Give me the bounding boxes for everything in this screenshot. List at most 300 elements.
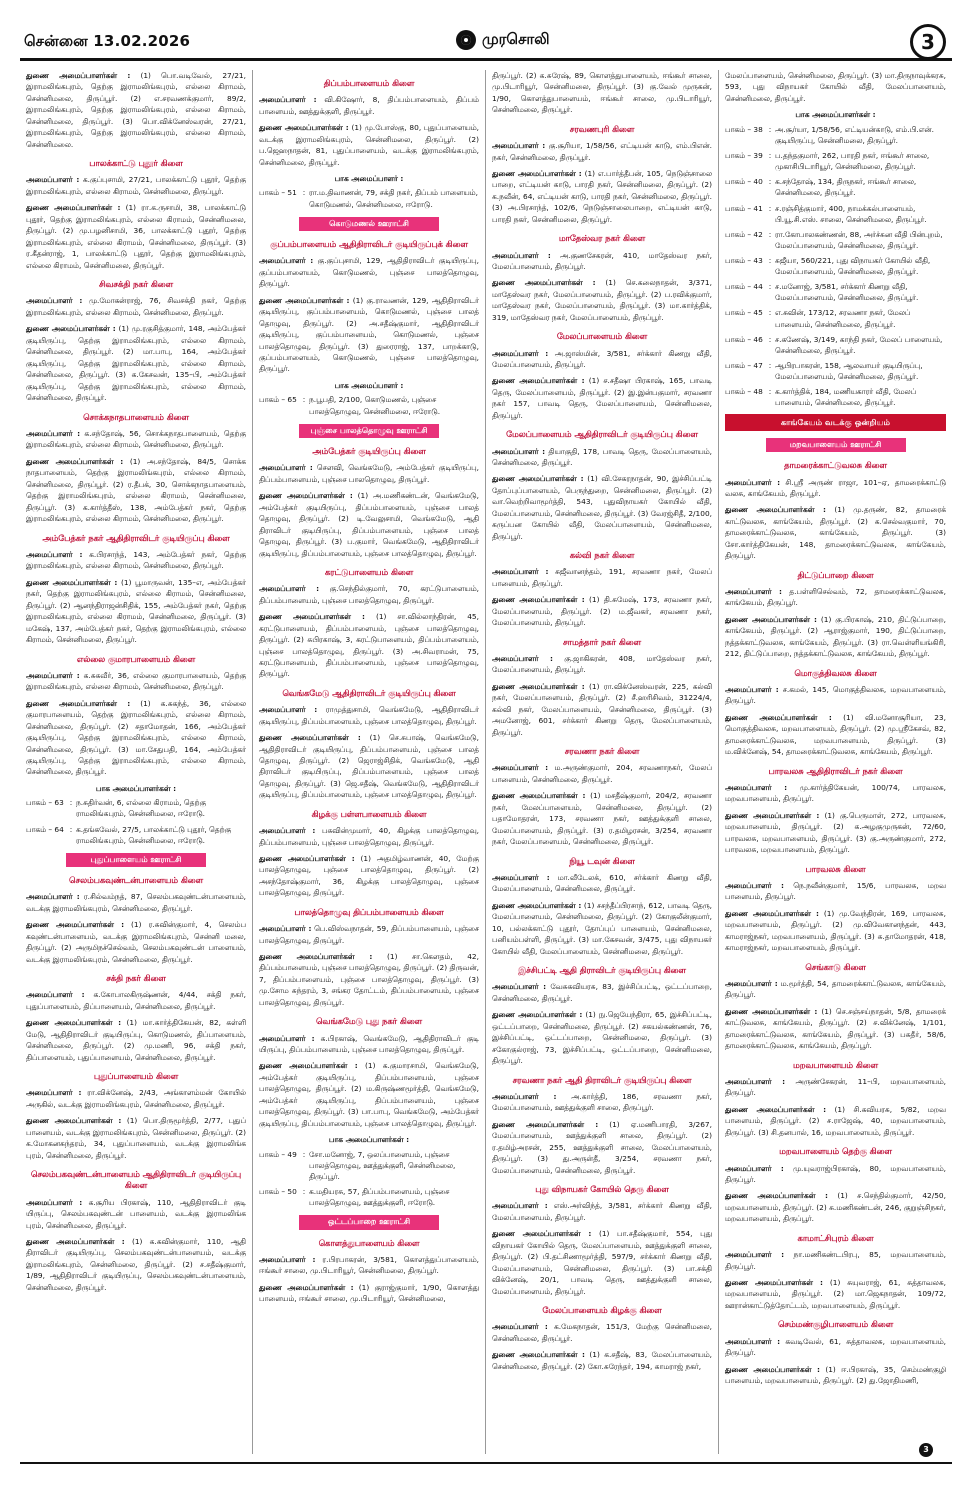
- branch-heading: எல்லை குமாரபாளையம் கிளை: [76, 653, 196, 664]
- member-entry: [725, 1076, 946, 1099]
- member-details: க.குப்புசாமி, 27/21, பாலக்காட்டு புதூர், தெற்கு இராமலிங்கபுரம், எல்லை கிராமம், சென்னிமலை, திருப்பூர்.: [26, 175, 246, 196]
- booth-colon: :: [768, 334, 772, 344]
- role-label: அமைப்பாளர் :: [259, 463, 313, 473]
- member-details: தியாகுதி, 178, பாவடி தெரு, மேலப்பாளையம், சென்னிமலை, திருப்பூர்.: [492, 446, 712, 467]
- booth-colon: :: [768, 255, 772, 265]
- booth-details: சுஜீயா, 560/221, புது விநாயகர் கோயில் வீதி, மேலப்பாளையம், சென்னிமலை, திருப்பூர்.: [775, 255, 931, 277]
- role-label: அமைப்பாளர் :: [492, 1322, 548, 1332]
- member-details: (1) அதமிழ்வாணன், 40, மேற்கு பாலத்தொழுவு, புஞ்சை பாலத்தொழுவு, திருப்பூர். (2) அசந்தோஷ்குமார், 36, கிழக்கு பாலத்தொழுவு, புஞ்சை பாலத்தொழுவு, திருப்பூர்.: [259, 853, 479, 898]
- member-entry: [492, 872, 712, 895]
- member-entry: [492, 762, 712, 785]
- member-details: வி.கிஷோர், 8, திப்பம்பாளையம், திப்பம் பாளையம், ஊத்துக்குளி, திருப்பூர்.: [259, 95, 479, 116]
- member-details: (1) பா.சதீஷ்குமார், 554, புது விநாயகர் கோயில் தெரு, மேலப்பாளையம், ஊத்துக்குளி சாலை, திருப்பூர். (2) பி.தட்சிணாமூர்த்தி, 597/9, சர்க்கார் கிணறு வீதி, மேலப்பாளையம், சென்னிமலை, திருப்பூர். (3) பா.சக்தி விக்னேஷ், 20/1, பாவடி தெரு, ஊத்துக்குளி சாலை, மேலப்பாளையம், திருப்பூர்.: [492, 1229, 712, 1296]
- branch-heading: புது விநாயகர் கோயில் தெரு கிளை: [535, 1184, 669, 1195]
- role-label: அமைப்பாளர் :: [26, 175, 80, 185]
- member-details: (1) கு.ராவணன், 129, ஆதிதிராவிடர் குடியிருப்பு, குப்பம்பாளையம், கொடுமணல், புஞ்சை பாலத் தொழுவு, திருப்பூர். (2) அ.சதீஷ்குமார், ஆதிதிராவிடர் குடியிருப்பு, குப்பம்பாளையம், கொடுமணல், புஞ்சை பாலத்தொழுவு, திருப்பூர். (3) துரைராஜ், 137, பாறக்காடு, குப்பம்பாளையம், கொடுமணல், புஞ்சை பாலத்தொழுவு, திருப்பூர்.: [259, 295, 479, 374]
- booth-label: பாகம் – 65: [259, 395, 297, 405]
- member-entry: [725, 712, 946, 758]
- booth-details: ந.சுதிர்வன், 6, எல்லை கிராமம், தெற்கு ராமலிங்கபுரம், சென்னிமலை, ஈரோடு.: [76, 798, 206, 819]
- member-entry: [725, 1163, 946, 1186]
- role-label: அமைப்பாளர் :: [259, 924, 312, 934]
- member-entry: [26, 549, 246, 572]
- booth-details: ச.கணேஷ், 3/149, காந்தி நகர், மேலப் பாளையம், சென்னிமலை, திருப்பூர்.: [775, 334, 943, 355]
- booth-colon: :: [302, 395, 306, 405]
- booth-colon: :: [302, 1149, 306, 1159]
- booth-colon: :: [302, 1187, 306, 1197]
- role-label: துணை அமைப்பாளர்கள் :: [725, 908, 819, 918]
- member-entry: [492, 446, 712, 469]
- member-details: பெ.விஸ்வநாதன், 59, திப்பம்பாளையம், புஞ்சை பாலத்தொழுவு, திருப்பூர்.: [259, 924, 479, 945]
- column-4: [719, 70, 952, 1454]
- masthead: [20, 12, 952, 58]
- branch-heading: செலம்பகவுண்டன்பாளையம் ஆதிதிராவிடர் குடியிருப்பு கிளை: [30, 1169, 242, 1191]
- booth-colon: :: [768, 177, 772, 187]
- role-label: துணை அமைப்பாளர்கள் :: [26, 698, 131, 708]
- member-entry: [725, 1364, 946, 1387]
- branch-heading: செலம்பகவுண்டன்பாளையம் கிளை: [69, 875, 203, 886]
- role-label: அமைப்பாளர் :: [26, 296, 83, 306]
- member-details: திருப்பூர். (2) க.சுரேஷ், 89, கொளத்துபாளையம், ஈங்கூர் சாலை, மு.பிடாரியூர், சென்னிமலை, திருப்பூர். (3) கு.வேல் முருகன், 1/90, கொளத்துபாளையம், ஈங்கூர் சாலை, மு.பிடாரியூர், சென்னிமலை, திருப்பூர்.: [492, 71, 712, 115]
- role-label: அமைப்பாளர் :: [492, 1091, 557, 1101]
- role-label: அமைப்பாளர் :: [725, 978, 778, 988]
- member-details: (1) மு.ரகுசித்குமார், 148, அம்பேத்கர் குடியிருப்பு, தெற்கு இராமலிங்கபுரம், எல்லை கிராமம், சென்னிமலை, திருப்பூர். (2) மா.பாபு, 164, அம்பேத்கர் குடியிருப்பு, தெற்கு இராமலிங்கபுரம், எல்லை கிராமம், சென்னிமலை, திருப்பூர். (3) க.கேசவன், 135–பி, அம்பேத்கர் குடியிருப்பு, தெற்கு இராமலிங்கபுரம், எல்லை கிராமம், சென்னிமலை, திருப்பூர்.: [26, 324, 246, 403]
- member-details: (1) செ.கலைநாதன், 3/371, மாதேஸ்வர நகர், மேலப்பாளையம், திருப்பூர். (2) ப.ரவிக்குமார், மாதேஸ்வர நகர், மேலப்பாளையம், திருப்பூர். (3) மா.கார்த்திக், 319, மாதேஸ்வர நகர், மேலப்பாளையம், திருப்பூர்.: [492, 278, 712, 322]
- member-entry: [26, 456, 246, 525]
- role-label: துணை அமைப்பாளர்கள் :: [725, 1104, 827, 1114]
- member-entry: [26, 323, 246, 403]
- branch-heading: திட்டுப்பாறை கிளை: [797, 569, 874, 580]
- branch-heading: மறவபாளையம் கிளை: [793, 1059, 878, 1070]
- booth-label: பாகம் – 50: [259, 1187, 297, 1197]
- member-details: (1) தி.சுமேஷ், 173, சரவணா நகர், மேலப்பாளையம், திருப்பூர். (2) ம.ஜீவகர், சரவணா நகர், மேலப்பாளையம், திருப்பூர்.: [492, 595, 712, 628]
- booth-row: [725, 150, 946, 172]
- member-details: கு.குப்புசாமி, 129, ஆதிதிராவிடர் குடியிருப்பு, குப்பம்பாளையம், கொடுமணல், புஞ்சை பாலத்தொழுவு, திருப்பூர்.: [259, 256, 479, 289]
- role-label: அமைப்பாளர் :: [492, 446, 546, 456]
- booth-label: பாகம் – 41: [725, 203, 763, 213]
- member-details: சி.ஸ்ரீ அருண் ராஜா, 101–ஏ, தாமரைக்காட்டு வலசு, காங்கேயம், திருப்பூர்.: [725, 477, 946, 498]
- member-details: பசுவின்முமார், 40, கிழக்கு பாலத்தொழுவு, திப்பம்பாளையம், புஞ்சை பாலத்தொழுவு, திருப்பூர்.: [259, 826, 479, 847]
- role-label: அமைப்பாளர் :: [492, 654, 554, 663]
- member-details: (1) நு.ஜெயேந்திரா, 65, இச்சிப்பட்டி, ஒட்டப்பாறை, சென்னிமலை, திருப்பூர். (2) சகயல்கண்ணன், 76, இச்சிப்பட்டி, ஒட்டப்பாறை, சென்னிமலை, திருப்பூர். (3) சகோகுல்ராஜ், 73, இச்சிப்பட்டி, ஒட்டப்பாறை, சென்னிமலை, திருப்பூர்.: [492, 1010, 712, 1066]
- member-entry: [259, 853, 479, 899]
- member-entry: [26, 1115, 246, 1161]
- member-entry: [492, 1228, 712, 1297]
- article-columns: [20, 70, 952, 1454]
- member-details: க.பிரசாந்த், 143, அம்பேத்கர் நகர், தெற்கு இராமலிங்கபுரம், எல்லை கிராமம், சென்னிமலை, திருப்பூர்.: [26, 549, 246, 571]
- role-label: அமைப்பாளர் :: [492, 982, 547, 992]
- branch-heading: காமாட்சிபுரம் கிளை: [797, 1232, 874, 1243]
- member-details: (1) பூமாருவன், 135–எ, அம்பேத்கர் நகர், தெற்கு இராமலிங்கபுரம், எல்லை கிராமம், சென்னிமலை, திருப்பூர். (2) ஆனந்திராஜன்சிதிக், 155, அம்பேத்கர் நகர், தெற்கு இராமலிங்கபுரம், எல்லை கிராமம், சென்னிமலை, திருப்பூர். (3) மகேஷ், 137, அம்பேத்கர் நகர், தெற்கு இராமலிங்கபுரம், எல்லை கிராமம், சென்னிமலை, திருப்பூர்.: [26, 577, 246, 645]
- member-details: (1) சசந்தீப்பிரசாந், 612, பாவடி தெரு, மேலப்பாளையம், சென்னிமலை, திருப்பூர். (2) கோகுலீன்குமார், 10, பல்லக்காட்டு புதூர், தோப்புப் பாளையம், சென்னிமலை, பனியம்பள்ளி, திருப்பூர். (3) மா.கேசவன், 3/475, புது விநாயகர் கோயில் வீதி, மேலப்பாளையம், சென்னிமலை, திருப்பூர்.: [492, 900, 712, 956]
- member-entry: [725, 477, 946, 500]
- panchayat-banner: ஒட்டப்பாறை ஊராட்சி: [299, 1215, 439, 1229]
- member-entry: [492, 140, 712, 163]
- role-label: அமைப்பாளர் :: [725, 1336, 781, 1346]
- booth-label: பாகம் – 63: [26, 798, 64, 808]
- member-entry: [259, 1033, 479, 1056]
- member-details: கு.சூரியா, 1/58/56, எட்டியன் காடு, எம்.பிஎன். நகர், சென்னிமலை, திருப்பூர்.: [492, 141, 712, 162]
- member-entry: [492, 566, 712, 589]
- role-label: துணை அமைப்பாளர்கள் :: [725, 1006, 818, 1016]
- member-details: (1) மசதீஷ்குமார், 204/2, சரவணா நகர், மேலப்பாளையம், சென்னிமலை, திருப்பூர். (2) பதாமோதரன், 173, சரவணா நகர், ஊத்துக்குளி சாலை, மேலப்பாளையம், திருப்பூர். (3) ர.தமிழரசன், 3/254, சரவணா நகர், மேலப்பாளையம், சென்னிமலை, திருப்பூர்.: [492, 791, 712, 847]
- member-details: (1) செ.சஞ்சய்நாதன், 5/8, தாமரைக் காட்டுவலசு, காங்கேயம், திருப்பூர். (2) ச.விக்னேஷ், 1/101, தாமரைக்காட்டுவலசு, காங்கேயம், திருப்பூர். (3) பசுதீர், 58/6, தாமரைக்காட்டுவலசு, காங்கேயம், திருப்பூர்.: [725, 1006, 946, 1051]
- role-label: அமைப்பாளர் :: [259, 256, 314, 266]
- role-label: அமைப்பாளர் :: [259, 1033, 315, 1043]
- branch-heading: அம்பேத்கர் குடியிருப்பு கிளை: [312, 446, 426, 457]
- booth-colon: :: [768, 282, 772, 292]
- branch-heading: மேலப்பாளையம் கிழக்கு கிளை: [542, 1305, 662, 1316]
- member-entry: [492, 277, 712, 323]
- member-details: (1) அ.சந்தோஷ், 84/5, சொக்க நாதபாளையம், தெற்கு இராமலிங்கபுரம், எல்லை கிராமம், சென்னிமலை, திருப்பூர். (2) ர.தீபக், 30, சொக்கநாதபாளையம், தெற்கு இராமலிங்கபுரம், எல்லை கிராமம், சென்னிமலை, திருப்பூர். (3) க.கார்த்தீஸ், 138, அம்பேத்கர் நகர், தெற்கு இராமலிங்கபுரம், எல்லை கிராமம், சென்னிமலை, திருப்பூர்.: [26, 456, 246, 524]
- booth-details: சோ.மனோஜ், 7, ஒலப்பாளையம், புஞ்சை பாலத்தொழுவு, ஊத்துக்குளி, சென்னிமலை, திருப்பூர்.: [309, 1149, 456, 1181]
- member-details: (1) ஈ.பிரகாஷ், 35, செம்மண்குழி பாளையம், மறவபாளையம், திருப்பூர். (2) து.ஜோதிமணி,: [725, 1364, 946, 1385]
- member-entry: [725, 1104, 946, 1138]
- role-label: துணை அமைப்பாளர்கள் :: [259, 951, 373, 961]
- member-entry: [259, 611, 479, 680]
- member-details: (1) அ.மணிகண்டன், வெங்கமேடு, அம்பேத்கர் குடியிருப்பு, திப்பம்பாளையம், புஞ்சை பாலத் தொழுவு, திருப்பூர். (2) டி.வேலுசாமி, வெங்கமேடு, ஆதி திராவிடர் குடியிருப்பு, திப்பம்பாளையம், புஞ்சை பாலத் தொழுவு, திருப்பூர். (3) ப.குமார், வெங்கமேடு, ஆதிதிராவிடர் குடியிருப்பு, திப்பம்பாளையம், புஞ்சை பாலத்தொழுவு, திருப்பூர்.: [259, 491, 479, 558]
- booth-row: [725, 124, 946, 146]
- branch-heading: சிவசக்தி நகர் கிளை: [98, 279, 173, 290]
- member-entry: [492, 375, 712, 421]
- role-label: துணை அமைப்பாளர்கள் :: [26, 1116, 122, 1126]
- role-label: அமைப்பாளர் :: [492, 1201, 548, 1211]
- member-entry: [26, 1017, 246, 1063]
- booth-row: [259, 187, 479, 209]
- role-label: துணை அமைப்பாளர்கள் :: [492, 1350, 585, 1360]
- member-details: (1) ர.சுவின்குமார், 4, செலம்ப கவுண்டன்பாளையம், வடக்கு இராமலிங்கபுரம், சென்னி மலை, திருப்பூர். (2) அருமிநச்செல்வம், செலம்பகவுண்டன் பாளையம், வடக்கு இராமலிங்கபுரம், சென்னிமலை, திருப்பூர்.: [26, 920, 246, 964]
- role-label: அமைப்பாளர் :: [26, 1197, 83, 1207]
- member-entry: [725, 880, 946, 903]
- member-entry: [725, 70, 946, 104]
- role-label: துணை அமைப்பாளர்கள் :: [492, 681, 585, 691]
- role-label: அமைப்பாளர் :: [492, 250, 551, 260]
- branch-heading: வெங்கமேடு ஆதிதிராவிடர் குடியிருப்பு கிளை: [282, 687, 456, 698]
- union-banner: காங்கேயம் வடக்கு ஒன்றியம்: [725, 414, 946, 431]
- member-entry: [492, 681, 712, 738]
- member-details: (1) மு.தருண், 82, தாமரைக் காட்டுவலசு, காங்கேயம், திருப்பூர். (2) க.செல்வகுமார், 70, தாமரைக்காட்டுவலசு, காங்கேயம், திருப்பூர். (3) சோ.கார்த்திகேயன், 148, தாமரைக்காட்டுவலசு, காங்கேயம், திருப்பூர்.: [725, 505, 946, 561]
- member-entry: [259, 923, 479, 946]
- member-details: (1) ரா.விக்னேஸ்வரன், 225, கல்வி நகர், மேலப்பாளையம், திருப்பூர். (2) சீ.ஹரிசிவம், 31224/4, கல்வி நகர், மேலப்பாளையம், சென்னிமலை, திருப்பூர். (3) அமனோஜ், 601, சர்க்கார் கிணறு தெரு, மேலப்பாளையம், திருப்பூர்.: [492, 681, 713, 737]
- branch-heading: நியூ டவுன் கிளை: [569, 855, 635, 866]
- member-details: கவடிவேல், 61, சுத்தாவலசு, மறவபாளையம், திருப்பூர்.: [725, 1336, 947, 1358]
- member-details: (1) க.கவின்குமார், 110, ஆதி திராவிடர் குடியிருப்பு, செலம்பகவுண்டன்பாளையம், வடக்கு இராமலிங்கபுரம், சென்னிமலை, திருப்பூர். (2) ச.சதீஷ்குமார், 1/89, ஆதிதிராவிடர் குடியிருப்பு, செலம்பகவுண்டன்பாளையம், சென்னிமலை, திருப்பூர்.: [26, 1236, 246, 1292]
- member-entry: [492, 1321, 712, 1344]
- role-label: துணை அமைப்பாளர்கள் :: [259, 853, 355, 863]
- newspaper-brand: [456, 30, 550, 50]
- branch-heading: தாமரைக்காட்டுவலசு கிளை: [784, 460, 887, 471]
- member-entry: [492, 1349, 712, 1372]
- role-label: அமைப்பாளர் :: [26, 990, 85, 1000]
- booth-label: பாகம் – 51: [259, 188, 297, 198]
- member-details: (1) குராஜ்குமார், 1/90, கொளத்து பாளையம், ஈங்கூர் சாலை, மு.பிடாரியூர், சென்னிமலை,: [259, 1282, 479, 1304]
- member-entry: [259, 1282, 479, 1305]
- member-details: க.சுகவீர், 36, எல்லை குமாரபாளையம், தெற்கு இராமலிங்கபுரம், எல்லை கிராமம், சென்னிமலை, திருப்பூர்.: [26, 670, 246, 692]
- member-details: (1) கு.பிரகாஷ், 210, திட்டுப்பாறை, காங்கேயம், திருப்பூர். (2) ஆராஜ்குமார், 190, திட்டுப்பாறை, நத்தக்காட்டுவலசு, காங்கேயம், திருப்பூர். (3) ரா.வெள்ளியங்கிரி, 212, திட்டுப்பாறை, நத்தக்காட்டுவலசு, காங்கேயம், திருப்பூர்.: [725, 614, 946, 659]
- booth-row: [26, 824, 246, 846]
- member-details: (1) ச.சதீஷா பிரகாஷ், 165, பாவடி தெரு, மேலப்பாளையம், திருப்பூர். (2) இ.இன்பகுமார், சரவணா நகர் 157, பாவடி தெரு, மேலப்பாளையம், சென்னிமலை, திருப்பூர்.: [492, 376, 713, 420]
- booth-details: க.கார்த்திக், 184, மணியகாரர் வீதி, மேலப் பாளையம், சென்னிமலை, திருப்பூர்.: [775, 387, 917, 408]
- booth-row: [725, 281, 946, 303]
- member-entry: [26, 891, 246, 914]
- role-label: அமைப்பாளர் :: [259, 584, 320, 594]
- corner-page-number: 3: [919, 1443, 933, 1457]
- role-label: துணை அமைப்பாளர்கள் :: [725, 614, 817, 624]
- role-label: துணை அமைப்பாளர்கள் :: [725, 505, 826, 515]
- branch-heading: கொளத்துபாளையம் கிளை: [318, 1237, 420, 1248]
- member-entry: [26, 174, 246, 197]
- member-details: க.பிரகாஷ், வெங்கமேடு, ஆதிதிராவிடர் குடி யிருப்பு, திப்பம்பாளையம், புஞ்சை பாலத்தொழுவு, திருப்பூர்.: [259, 1033, 479, 1054]
- booth-row: [725, 307, 946, 329]
- branch-heading: திப்பம்பாளையம் கிளை: [323, 78, 415, 88]
- role-label: துணை அமைப்பாளர்கள் :: [492, 900, 582, 910]
- member-entry: [725, 1190, 946, 1224]
- issue-date: சென்னை 13.02.2026: [24, 32, 191, 50]
- section-subheading: பாக அமைப்பாளர்கள் :: [95, 783, 177, 793]
- branch-heading: சொக்கநாதபாளையம் கிளை: [83, 411, 189, 422]
- member-details: க.சூரிய பிரகாஷ், 110, ஆதிதிராவிடர் குடி யிருப்பு, செலம்பகவுண்டன் பாளையம், வடக்கு இராமலிங்க புரம், சென்னிமலை, திருப்பூர்.: [26, 1197, 247, 1230]
- section-subheading: பாக அமைப்பாளர்கள் :: [795, 110, 876, 120]
- member-details: (1) க.சுகந்த், 36, எல்லை குமாரபாளையம், தெற்கு இராமலிங்கபுரம், எல்லை கிராமம், சென்னிமலை, திருப்பூர். (2) சதாமோதன், 166, அம்பேத்கர் குடியிருப்பு, தெற்கு இராமலிங்கபுரம், எல்லை கிராமம், சென்னிமலை, திருப்பூர். (3) மா.சேதுபதி, 164, அம்பேத்கர் குடியிருப்பு, தெற்கு இராமலிங்கபுரம், எல்லை கிராமம், சென்னிமலை, திருப்பூர்.: [26, 698, 246, 777]
- member-entry: [725, 614, 946, 660]
- booth-row: [725, 176, 946, 198]
- member-entry: [26, 70, 246, 150]
- role-label: துணை அமைப்பாளர்கள் :: [492, 278, 596, 288]
- booth-row: [725, 386, 946, 408]
- member-entry: [725, 908, 946, 954]
- branch-heading: பாரவலசு கிளை: [805, 863, 866, 874]
- panchayat-banner: மறவபாளையம் ஊராட்சி: [766, 438, 906, 452]
- booth-colon: :: [768, 124, 772, 134]
- member-details: அ.ஜாஸ்மின், 3/581, சர்க்கார் கிணறு வீதி, மேலப்பாளையம், திருப்பூர்.: [492, 348, 712, 369]
- member-details: வேசுகவியரசு, 83, இச்சிப்பட்டி, ஒட்டப்பாறை, சென்னிமலை, திருப்பூர்.: [492, 982, 712, 1003]
- member-details: கு.செந்தில்குமார், 70, கரட்டுபாளையம், திப்பம்பாளையம், புஞ்சை பாலத்தொழுவு, திருப்பூர்.: [259, 584, 480, 605]
- role-label: துணை அமைப்பாளர்கள் :: [26, 324, 116, 334]
- member-details: (1) பொ.திருமூர்த்தி, 2/77, புதுப் பாளையம், வடக்கு இராமலிங்கபுரம், சென்னிமலை, திருப்பூர். (2) க.மோகனசுந்தரம், 34, புதுப்பாளையம், வடக்கு இராமலிங்க புரம், சென்னிமலை, திருப்பூர்.: [26, 1116, 246, 1160]
- role-label: அமைப்பாளர் :: [259, 826, 316, 836]
- booth-details: ரா.கோபாலகண்ணன், 88, அர்ச்சுன வீதி பின்புறம், மேலப்பாளையம், சென்னிமலை, திருப்பூர்.: [775, 229, 943, 250]
- role-label: அமைப்பாளர் :: [725, 684, 779, 694]
- role-label: துணை அமைப்பாளர்கள் :: [725, 712, 832, 722]
- branch-heading: செங்காடு கிளை: [805, 961, 866, 972]
- branch-heading: மாதேஸ்வர நகர் கிளை: [558, 233, 646, 244]
- booth-colon: :: [768, 151, 772, 161]
- booth-colon: :: [768, 387, 772, 397]
- member-entry: [26, 670, 246, 693]
- role-label: அமைப்பாளர் :: [492, 763, 549, 773]
- role-label: துணை அமைப்பாளர்கள் :: [26, 456, 124, 466]
- member-details: (1) எ.பார்த்தீபன், 105, நெடுஞ்சாலை பாறை, எட்டியன் காடு, பாரதி நகர், சென்னிமலை, திருப்பூர். (2) க.நவீன், 64, எட்டியன் காடு, பாரதி நகர், சென்னிமலை, திருப்பூர். (3) அ.பிரசாந்த், 102/6, நெடுஞ்சாலைபாறை, எட்டியன் காடு, பாரதி நகர், சென்னிமலை, திருப்பூர்.: [492, 169, 712, 224]
- role-label: அமைப்பாளர் :: [26, 549, 83, 559]
- role-label: துணை அமைப்பாளர்கள் :: [26, 1236, 125, 1246]
- booth-label: பாகம் – 45: [725, 308, 763, 318]
- booth-details: க.மதியரசு, 57, திப்பம்பாளையம், புஞ்சை பாலத்தொழுவு, ஊத்துக்குளி, ஈரோடு.: [309, 1187, 450, 1208]
- member-details: மேலப்பாளையம், சென்னிமலை, திருப்பூர். (3) மா.திருநாவுக்கரசு, 593, புது விநாயகர் கோயில் வீதி, மேலப்பாளையம், சென்னிமலை, திருப்பூர்.: [725, 71, 946, 103]
- member-entry: [725, 684, 946, 707]
- member-details: க.கோபாலகிருஷ்ணன், 4/44, சக்தி நகர், புதுப்பாளையம், திப்பாளையம், சென்னிமலை, திருப்பூர்.: [26, 990, 246, 1011]
- member-entry: [725, 1249, 946, 1272]
- role-label: அமைப்பாளர் :: [725, 1076, 786, 1086]
- member-entry: [259, 583, 479, 606]
- booth-details: ச.ரஞ்சித்குமார், 400, நாமக்கல்பாளையம், பி.யூ.சி.எஸ். சாலை, சென்னிமலை, திருப்பூர்.: [775, 203, 927, 224]
- member-details: அருண்சேகரன், 11–பி, மறவபாளையம், திருப்பூர்.: [725, 1076, 946, 1098]
- booth-details: ச.மனோஜ், 3/581, சர்க்கார் கிணறு வீதி, மேலப்பாளையம், சென்னிமலை, திருப்பூர்.: [775, 282, 919, 303]
- role-label: அமைப்பாளர் :: [492, 567, 549, 577]
- branch-heading: மொகுத்திவலசு கிளை: [794, 667, 877, 678]
- booth-label: பாகம் – 44: [725, 282, 763, 292]
- member-entry: [259, 1060, 479, 1129]
- booth-details: ந.பூபதி, 2/100, கொடுமணல், புஞ்சை பாலத்தொழுவு, சென்னிமலை, ஈரோடு.: [309, 395, 441, 416]
- role-label: அமைப்பாளர் :: [725, 586, 782, 596]
- role-label: துணை அமைப்பாளர்கள் :: [26, 203, 121, 213]
- member-entry: [725, 1006, 946, 1052]
- branch-heading: குப்பம்பாளையம் ஆதிதிராவிடர் குடியிருப்புக் கிளை: [270, 239, 468, 250]
- member-details: அ.குணசேகரன், 410, மாதேஸ்வர நகர், மேலப்பாளையம், திருப்பூர்.: [492, 250, 712, 271]
- column-1: [20, 70, 253, 1454]
- role-label: துணை அமைப்பாளர்கள் :: [259, 1282, 354, 1292]
- branch-heading: பாலத்தொழுவு திப்பம்பாளையம் கிளை: [294, 906, 444, 917]
- booth-label: பாகம் – 38: [725, 124, 763, 134]
- branch-heading: சக்தி நகர் கிளை: [106, 973, 166, 984]
- member-details: (1) மா.கார்த்திகேயன், 82, கள்ளி மேடு, ஆதிதிராவிடர் குடியிருப்பு, கொடுமணல், திப்பாளையம், சென்னிமலை, திருப்பூர். (2) மு.மணி, 96, சக்தி நகர், திப்பாளையம், புதுப்பாளையம், சென்னிமலை, திருப்பூர்.: [26, 1018, 246, 1062]
- role-label: அமைப்பாளர் :: [26, 670, 80, 680]
- member-details: (1) சா.கெளதம், 42, திப்பம்பாளையம், புஞ்சை பாலத்தொழுவு, திருப்பூர். (2) திருவன், 7, திப்பம்பாளையம், புஞ்சை பாலத்தொழுவு, திருப்பூர். (3) மு.சோம சுந்தரம், 3, சங்கர தோட்டம், திப்பம்பாளையம், புஞ்சை பாலத்தொழுவு, திருப்பூர்.: [259, 951, 479, 1007]
- branch-heading: அம்பேத்கர் நகர் ஆதிதிராவிடர் குடியிருப்பு கிளை: [42, 532, 230, 543]
- member-details: (1) ரா.க.ருசாமி, 38, பாலக்காட்டு புதூர், தெற்கு இராமலிங்கபுரம், எல்லை கிராமம், சென்னிமலை, திருப்பூர். (2) மு.பழனிசாமி, 36, பாலக்காட்டு புதூர், தெற்கு இராமலிங்கபுரம், எல்லை கிராமம், சென்னிமலை, திருப்பூர். (3) ர.கீதன்ராஜ், 1, பாலக்காட்டு புதூர், தெற்கு இராமலிங்கபுரம், எல்லை கிராமம், சென்னிமலை, திருப்பூர்.: [26, 203, 246, 270]
- member-entry: [492, 1091, 712, 1114]
- role-label: துணை அமைப்பாளர்கள் :: [26, 577, 118, 587]
- role-label: அமைப்பாளர் :: [725, 782, 788, 792]
- booth-colon: :: [768, 229, 772, 239]
- booth-label: பாகம் – 46: [725, 334, 763, 344]
- member-entry: [259, 490, 479, 559]
- role-label: அமைப்பாளர் :: [259, 95, 317, 105]
- booth-details: ஆபிரபாகரன், 158, ஆலவாயர் குடியிருப்பு, மேலப்பாளையம், சென்னிமலை, திருப்பூர்.: [775, 360, 923, 381]
- branch-heading: சாமத்தார் நகர் கிளை: [563, 636, 641, 647]
- footer-divider: [20, 1462, 952, 1464]
- branch-heading: மேலப்பாளையம் ஆதிதிராவிடர் குடியிருப்பு கிளை: [506, 429, 698, 440]
- member-details: ர.பிரபாகரன், 3/581, கொளத்துப்பாளையம், ஈங்கூர் சாலை, மு.பிடாரியூர், சென்னிமலை, திருப்பூர்.: [259, 1254, 480, 1276]
- booth-details: ரா.ம.திவாணன், 79, சக்தி நகர், திப்பம் பாளையம், கொடுமணல், சென்னிமலை, ஈரோடு.: [309, 188, 478, 209]
- booth-row: [725, 334, 946, 356]
- booth-colon: :: [69, 824, 73, 834]
- member-entry: [26, 698, 246, 778]
- booth-details: ப.தந்தகுமார், 262, பாரதி நகர், ஈங்கூர் சாலை, முகாசிபிடாரியூர், சென்னிமலை, திருப்பூர்.: [775, 151, 930, 172]
- booth-label: பாகம் – 64: [26, 824, 64, 834]
- member-entry: [259, 1254, 479, 1277]
- header-divider: [20, 58, 952, 61]
- booth-row: [725, 360, 946, 382]
- member-entry: [259, 951, 479, 1008]
- role-label: அமைப்பாளர் :: [492, 141, 546, 151]
- member-details: ம.அருண்குமார், 204, சரவணாநகர், மேலப் பாளையம், சென்னிமலை, திருப்பூர்.: [492, 763, 712, 784]
- member-details: (1) சுயுவராஜ், 61, சுத்தாவலசு, மறவபாளையம், திருப்பூர். (2) மா.ஜெகநாதன், 109/72, ஊரான்காட்டுத்தோட்டம், மறவபாளையம், திருப்பூர்.: [725, 1277, 946, 1310]
- role-label: அமைப்பாளர் :: [492, 872, 550, 882]
- branch-heading: கல்வி நகர் கிளை: [569, 550, 635, 561]
- booth-label: பாகம் – 42: [725, 229, 763, 239]
- booth-colon: :: [768, 308, 772, 318]
- member-details: நெ.நவீன்குமார், 15/6, பாரவலசு, மறவ பாளையம், திருப்பூர்.: [725, 880, 946, 902]
- role-label: துணை அமைப்பாளர்கள் :: [492, 1229, 592, 1239]
- member-details: (1) க.சதீஷ், 83, மேலப்பாளையம், சென்னிமலை, திருப்பூர். (2) கோ.சுரேந்தர், 194, காமராஜ் நகர்,: [492, 1350, 712, 1371]
- member-entry: [259, 825, 479, 848]
- member-details: எஸ்.அர்விந்த், 3/581, சர்க்கார் கிணறு வீதி, மேலப்பாளையம், திருப்பூர்.: [492, 1201, 712, 1222]
- branch-heading: மறவபாளையம் தெற்கு கிளை: [779, 1146, 892, 1157]
- role-label: துணை அமைப்பாளர்கள் :: [492, 376, 585, 386]
- column-3: [486, 70, 719, 1454]
- member-entry: [492, 900, 712, 957]
- member-entry: [26, 428, 246, 451]
- branch-heading: செம்மண்குழிபாளையம் கிளை: [777, 1319, 894, 1330]
- role-label: அமைப்பாளர் :: [259, 1254, 316, 1264]
- member-entry: [26, 989, 246, 1012]
- role-label: துணை அமைப்பாளர்கள் :: [725, 1364, 820, 1374]
- member-entry: [26, 1087, 246, 1110]
- member-entry: [259, 462, 479, 485]
- member-details: ராமுத்துசாமி, வெங்கமேடு, ஆதிதிராவிடர் குடியிருப்பு, திப்பம்பாளையம், புஞ்சை பாலத்தொழுவு, திருப்பூர்.: [259, 705, 479, 726]
- member-entry: [492, 473, 712, 542]
- member-details: மு.யுவராஜ்பிரகாஷ், 80, மறவபாளையம், திருப்பூர்.: [725, 1163, 946, 1184]
- role-label: துணை அமைப்பாளர்கள் :: [26, 920, 125, 930]
- member-details: (1) செ.சுபாஷ், வெங்கமேடு, ஆதிதிராவிடர் குடியிருப்பு, திப்பம்பாளையம், புஞ்சை பாலத் தொழுவு, திருப்பூர். (2) ஜெராஜ்சிதிக், வெங்கமேடு, ஆதி திராவிடர் குடியிருப்பு, திப்பம்பாளையம், புஞ்சை பாலத் தொழுவு, திருப்பூர். (3) ஜெ.சதீஷ், வெங்கமேடு, ஆதிதிராவிடர் குடியிருப்பு, திப்பம்பாளையம், புஞ்சை பாலத்தொழுவு, திருப்பூர்.: [259, 733, 479, 800]
- member-details: (1) ஏ.மணிபாரதி, 3/267, மேலப்பாளையம், ஊத்துக்குளி சாலை, திருப்பூர். (2) ர.தமிழ்அரசன், 255, ஊத்துக்குளி சாலை, மேலப்பாளையம், திருப்பூர். (3) து.அருள்தீ, 3/254, சரவணா நகர், மேலப்பாளையம், சென்னிமலை, திருப்பூர்.: [492, 1119, 712, 1175]
- role-label: துணை அமைப்பாளர்கள் :: [492, 474, 584, 484]
- booth-row: [725, 229, 946, 251]
- booth-details: க.தங்கவேல், 27/5, பாலக்காட்டு புதூர், தெற்கு ராமலிங்கபுரம், சென்னிமலை, ஈரோடு.: [76, 824, 232, 845]
- branch-heading: மேலப்பாளையம் கிளை: [556, 331, 648, 342]
- branch-heading: சரவணபுரி கிளை: [569, 123, 635, 134]
- member-details: (1) க.குமாரசாமி, வெங்கமேடு, அம்பேத்கர் குடியிருப்பு, திப்பம்பாளையம், புஞ்சை பாலத்தொழுவு, திருப்பூர். (2) ம.கிருஷ்ணமூர்த்தி, வெங்கமேடு, அம்பேத்கர் குடியிருப்பு, திப்பம்பாளையம், புஞ்சை பாலத்தொழுவு, திருப்பூர். (3) பா.பாபு, வெங்கமேடு, அம்பேத்கர் குடியிருப்பு, திப்பம்பாளையம், புஞ்சை பாலத்தொழுவு, திருப்பூர்.: [259, 1061, 479, 1128]
- member-details: ரா.விக்னேஷ், 2/43, அங்காளம்மன் கோயில் அருகில், வடக்கு இராமலிங்கபுரம், சென்னிமலை, திருப்பூர்.: [26, 1088, 246, 1109]
- role-label: துணை அமைப்பாளர்கள் :: [259, 612, 365, 622]
- panchayat-banner: கொடுமணல் ஊராட்சி: [299, 217, 439, 231]
- member-entry: [259, 704, 479, 727]
- member-details: (1) சா.வில்லாந்திரன், 45, கரட்டுபாளையம், திப்பம்பாளையம், புஞ்சை பாலத்தொழுவு, திருப்பூர். (2) சுபிரகாஷ், 3, கரட்டுபாளையம், திப்பம்பாளையம், புஞ்சை பாலத்தொழுவு, திருப்பூர். (3) அ.சிவராமன், 75, கரட்டுபாளையம், திப்பம்பாளையம், புஞ்சை பாலத்தொழுவு, திருப்பூர்.: [259, 612, 479, 679]
- booth-details: அ.சூர்யா, 1/58/56, எட்டியன்காடு, எம்.பி.என். குடியிருப்பு, சென்னிமலை, திருப்பூர்.: [775, 124, 934, 145]
- branch-heading: புதுப்பாளையம் கிளை: [93, 1071, 179, 1082]
- booth-colon: :: [302, 188, 306, 198]
- role-label: துணை அமைப்பாளர்கள் :: [492, 169, 582, 178]
- member-entry: [725, 978, 946, 1001]
- member-details: (1) மு.போஸ்கு, 80, புதுப்பாளையம், வடக்கு இராமலிங்கபுரம், சென்னிமலை, திருப்பூர். (2) ப.ஜெஹநாதன், 81, புதுப்பாளையம், வடக்கு இராமலிங்கபுரம், சென்னிமலை, திருப்பூர்.: [259, 123, 479, 167]
- section-subheading: பாக அமைப்பாளர்கள் :: [328, 1135, 410, 1145]
- role-label: துணை அமைப்பாளர்கள் :: [259, 1061, 358, 1071]
- role-label: துணை அமைப்பாளர்கள் :: [26, 71, 131, 80]
- member-details: (1) வி.மனோசூரியா, 23, மொகுத்திவலசு, மறவபாளையம், திருப்பூர். (2) மு.ஸ்ரீகேசவ், 82, தாமரைக்காட்டுவலசு, மறவபாளையம், திருப்பூர். (3) ம.விக்னேஷ், 54, தாமரைக்காட்டுவலசு, காங்கேயம், திருப்பூர்.: [725, 712, 946, 757]
- booth-row: [259, 1186, 479, 1208]
- member-entry: [26, 919, 246, 965]
- branch-heading: இச்சிபட்டி ஆதி திராவிடர் குடியிருப்பு கிளை: [518, 965, 686, 976]
- member-entry: [26, 1197, 246, 1231]
- member-details: ர.சில்வம்நத், 87, செலம்பகவுண்டன்பாளையம், வடக்கு இராமலிங்கபுரம், சென்னிமலை, திருப்பூர்.: [26, 892, 246, 913]
- member-entry: [26, 1236, 246, 1293]
- member-details: (1) பொ.வடிவேல், 27/21, இராமலிங்கபுரம், தெற்கு இராமலிங்கபுரம், எல்லை கிராமம், சென்னிமலை, திருப்பூர். (2) எ.சரவணக்குமார், 89/2, இராமலிங்கபுரம், தெற்கு இராமலிங்கபுரம், எல்லை கிராமம், சென்னிமலை, திருப்பூர். (3) பொ.விக்னேஸ்வரன், 27/21, இராமலிங்கபுரம், தெற்கு இராமலிங்கபுரம், எல்லை கிராமம், சென்னிமலை.: [26, 71, 246, 149]
- member-entry: [259, 295, 479, 375]
- member-details: (1) ச.செந்தில்குமார், 42/50, மறவபாளையம், திருப்பூர். (2) சு.மணிகண்டன், 246, குறுஞ்சிநகர், மறவபாளையம், திருப்பூர்.: [725, 1191, 946, 1224]
- branch-heading: சரவணா நகர் ஆதி திராவிடர் குடியிருப்பு கிளை: [512, 1074, 692, 1085]
- role-label: அமைப்பாளர் :: [725, 1250, 785, 1260]
- member-details: (1) கு.பெருமாள், 272, பாரவலசு, மறவபாளையம், திருப்பூர். (2) க.அழகுமுருகன், 72/60, பாரவலசு, மறவபாளையம், திருப்பூர். (3) கு.அருண்குமார், 272, பாரவலசு, மறவபாளையம், திருப்பூர்.: [725, 810, 946, 855]
- booth-label: பாகம் – 49: [259, 1149, 297, 1159]
- member-details: கு.ஜாகிகரன், 408, மாதேஸ்வர நகர், மேலப்பாளையம், திருப்பூர்.: [492, 654, 712, 675]
- member-entry: [259, 122, 479, 168]
- branch-heading: கிழக்கு பள்ளபாளையம் கிளை: [311, 808, 427, 819]
- role-label: துணை அமைப்பாளர்கள் :: [259, 295, 350, 305]
- member-details: (1) சி.கவியரசு, 5/82, மறவ பாளையம், திருப்பூர். (2) ச.ராஜேஷ், 40, மறவபாளையம், திருப்பூர். (3) சி.தனபால், 16, மறவபாளையம், திருப்பூர்.: [725, 1104, 946, 1137]
- member-details: மு.கார்த்திகேயன், 100/74, பாரவலசு, மறவபாளையம், திருப்பூர்.: [725, 782, 946, 804]
- role-label: துணை அமைப்பாளர்கள் :: [492, 595, 585, 605]
- branch-heading: பாலக்காட்டு புதூர் கிளை: [89, 158, 183, 169]
- brand-logo-icon: [456, 30, 476, 50]
